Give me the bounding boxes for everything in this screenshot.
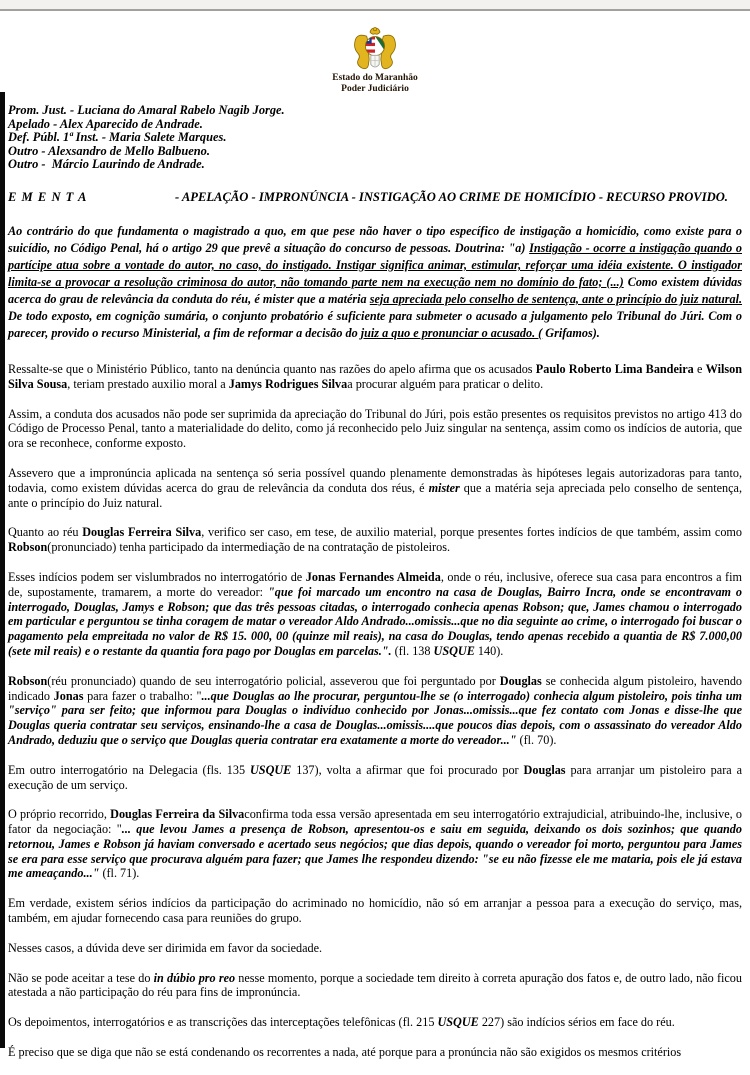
- text-segment: Ao contrário do que fundamenta o magistrado a quo, em que pese não haver o tipo específico de instigação a homicídio, como existe para o suicídio, no Código Penal, há o artigo 29 que prevê a situação do concurso de pessoas. Doutrina: "a): [8, 223, 742, 255]
- party-line: Outro - Alexsandro de Mello Balbueno.: [8, 143, 210, 158]
- ementa-paragraph: [8, 223, 742, 342]
- text-segment: e: [693, 361, 706, 376]
- text-segment: ... que levou James a presença de Robson, apresentou-os e saiu em seguida, deixando os dois sozinhos; que quando retornou, James e Robson já haviam conversado e acertado seus negócios; que dias depois, quando o vereador foi morto, perguntou para James se era para esse serviço que procurava alguém para fazer; que James lhe respondeu dizendo: "se eu não fizesse ele me mataria, pois ele já estava me ameaçando...": [8, 822, 742, 881]
- paragraph: [8, 763, 742, 793]
- text-segment: Os depoimentos, interrogatórios e as transcrições das interceptações telefônicas (fl. 215: [8, 1015, 438, 1030]
- text-segment: in dúbio pro reo: [153, 970, 236, 985]
- party-line: Apelado - Alex Aparecido de Andrade.: [8, 116, 203, 131]
- party-line: Prom. Just. - Luciana do Amaral Rabelo Nagib Jorge.: [8, 103, 285, 117]
- maranhao-coat-of-arms-icon: [350, 26, 400, 73]
- text-segment: Douglas Ferreira da Silva: [110, 807, 245, 822]
- paragraph: [8, 407, 742, 451]
- org-name-line2: Poder Judiciário: [341, 84, 409, 94]
- text-segment: Douglas: [523, 762, 566, 777]
- org-name-line1: Estado do Maranhão: [332, 73, 418, 83]
- court-document-page: [8, 12, 742, 1075]
- text-segment: USQUE: [437, 1015, 479, 1030]
- text-segment: Nesses casos, a dúvida deve ser dirimida em favor da sociedade.: [8, 940, 323, 955]
- paragraph: [8, 466, 742, 510]
- text-segment: se conhecida algum pistoleiro, havendo indicado: [8, 673, 743, 703]
- text-segment: USQUE: [250, 762, 292, 777]
- text-segment: Jonas Fernandes Almeida: [305, 569, 441, 584]
- text-segment: que a matéria seja apreciada pelo conselho de sentença, ante o princípio do Juiz natural.: [8, 480, 743, 510]
- page-left-edge: [0, 92, 5, 1048]
- text-segment: confirma toda essa versão apresentada em seu interrogatório extrajudicial, atribuindo-lhe, inclusive, o fator da negociação: ": [8, 807, 743, 837]
- text-segment: Ressalte-se que o Ministério Público, tanto na denúncia quanto nas razões do apelo afirma que os acusados: [8, 361, 536, 376]
- window-top-bar: [0, 0, 750, 11]
- text-segment: Grifamos).: [542, 325, 600, 340]
- text-segment: (pronunciado) tenha participado da intermediação de na contratação de pistoleiros.: [47, 540, 450, 555]
- text-segment: mister: [428, 480, 460, 495]
- text-segment: É preciso que se diga que não se está condenando os recorrentes a nada, até porque para a pronúncia não são exigidos os mesmos critérios: [8, 1045, 682, 1060]
- paragraph: [8, 570, 742, 659]
- text-segment: , onde o réu, inclusive, oferece sua casa para encontros a fim de, supostamente, tramarem, a morte do vereador:: [8, 569, 742, 599]
- text-segment: De todo exposto, em cognição sumária, o conjunto probatório é suficiente para submeter o acusado a julgamento pelo Tribunal do Júri. Com o parecer, provido o recurso Ministerial, a fim de reformar a decisão do: [8, 308, 742, 340]
- document-body: [8, 362, 742, 1060]
- coat-of-arms: [8, 26, 742, 95]
- text-segment: Não se pode aceitar a tese do: [8, 970, 154, 985]
- text-segment: seja apreciada pelo conselho de sentença, ante o princípio do juiz natural.: [369, 291, 743, 306]
- text-segment: Wilson Silva Sousa: [8, 361, 743, 391]
- ementa-heading: [8, 190, 742, 204]
- paragraph: [8, 941, 742, 956]
- text-segment: Robson: [8, 673, 48, 688]
- paragraph: [8, 525, 742, 555]
- text-segment: Em outro interrogatório na Delegacia (fls. 135: [8, 762, 250, 777]
- text-segment: a procurar alguém para praticar o delito.: [347, 376, 544, 391]
- text-segment: Em verdade, existem sérios indícios da participação do acriminado no homicídio, não só em arranjar a pessoa para a execução do serviço, mas, também, em ajudar fornecendo casa para reuniões do grupo.: [8, 896, 742, 926]
- text-segment: 137), volta a afirmar que foi procurado por: [291, 762, 524, 777]
- text-segment: (fl. 138: [391, 643, 434, 658]
- text-segment: Jonas: [53, 688, 84, 703]
- paragraph: [8, 807, 742, 881]
- text-segment: (réu pronunciado) quando de seu interrogatório policial, asseverou que foi perguntado por: [47, 673, 500, 688]
- text-segment: Paulo Roberto Lima Bandeira: [535, 361, 694, 376]
- text-segment: Douglas Ferreira Silva: [82, 525, 202, 540]
- text-segment: "que foi marcado um encontro na casa de Douglas, Bairro Incra, onde se encontravam o interrogado, Douglas, Jamys e Robson; que das três pessoas citadas, o interrogado conhecia apenas Robson; que, James chamou o interrogado em particular e perguntou se tinha coragem de matar o vereador Aldo Andrado...omissis...que no dia seguinte ao crime, o interrogado foi buscar o pagamento pela empreitada no valor de R$ 15. 000, 00 (quinze mil reais), na casa do Douglas, tendo apenas recebido a quantia de R$ 7.000,00 (sete mil reais) e o restante da quantia fora pago por Douglas em parcelas.".: [8, 584, 743, 658]
- text-segment: ...que Douglas ao lhe procurar, perguntou-lhe se (o interrogado) conhecia algum pistoleiro, pois tinha um "serviço" para ser feito; que informou para Douglas o indivíduo conhecido por Jonas...omissis...que fez contato com Jonas e disse-lhe que Douglas queria contratar seu serviços, ensinando-lhe a casa de Douglas...omissis....que poucos dias depois, com o assassinato do vereador Aldo Andrado, deduziu que o serviço que Douglas queria contratar era exatamente a morte do vereador...": [8, 688, 743, 747]
- text-segment: USQUE: [433, 643, 475, 658]
- text-segment: Como existem dúvidas acerca do grau de relevância da conduta do réu, é mister que a matéria: [8, 274, 742, 306]
- text-segment: nesse momento, porque a sociedade tem direito à correta apuração dos fatos e, de outro lado, não ficou atestada a não participação do réu para fins de impronúncia.: [8, 970, 742, 1000]
- paragraph: [8, 1045, 742, 1060]
- text-segment: Esses indícios podem ser vislumbrados no interrogatório de: [8, 569, 306, 584]
- ementa-title: - APELAÇÃO - IMPRONÚNCIA - INSTIGAÇÃO AO CRIME DE HOMICÍDIO - RECURSO PROVIDO.: [175, 189, 728, 204]
- text-segment: 227) são indícios sérios em face do réu.: [478, 1015, 675, 1030]
- party-line: Def. Públ. 1ª Inst. - Maria Salete Marques.: [8, 130, 227, 145]
- paragraph: [8, 1015, 742, 1030]
- paragraph: [8, 362, 742, 392]
- text-segment: para arranjar um pistoleiro para a execução de um serviço.: [8, 762, 743, 792]
- text-segment: Quanto ao réu: [8, 525, 83, 540]
- text-segment: Robson: [8, 540, 48, 555]
- party-line: Outro - Márcio Laurindo de Andrade.: [8, 157, 205, 172]
- text-segment: (fl. 70).: [516, 732, 557, 747]
- paragraph: [8, 674, 742, 748]
- text-segment: (fl. 71).: [99, 866, 140, 881]
- party-list: [8, 104, 742, 172]
- text-segment: juiz a quo e pronunciar o acusado. (: [360, 325, 543, 340]
- text-segment: O próprio recorrido,: [8, 807, 111, 822]
- paragraph: [8, 971, 742, 1001]
- text-segment: para fazer o trabalho: ": [83, 688, 202, 703]
- text-segment: Assevero que a impronúncia aplicada na sentença só seria possível quando plenamente demonstradas às hipóteses legais autorizadoras para tanto, todavia, como existem dúvidas acerca do grau de relevância da conduta dos réus, é: [8, 465, 742, 495]
- text-segment: Instigação - ocorre a instigação quando o partícipe atua sobre a vontade do autor, no caso, do instigado. Instigar significa animar, estimular, reforçar uma idéia existente. O instigador limita-se a provocar a resolução criminosa do autor, não tomando parte nem na execução nem no domínio do fato; (...): [8, 240, 742, 289]
- text-segment: , verifico ser caso, em tese, de auxilio material, porque presentes fortes indícios de que também, assim como: [201, 525, 742, 540]
- text-segment: , teriam prestado auxilio moral a: [67, 376, 229, 391]
- text-segment: Jamys Rodrigues Silva: [228, 376, 348, 391]
- text-segment: Douglas: [499, 673, 542, 688]
- paragraph: [8, 896, 742, 926]
- text-segment: 140).: [474, 643, 504, 658]
- ementa-label: E M E N T A: [8, 189, 88, 204]
- text-segment: Assim, a conduta dos acusados não pode ser suprimida da apreciação do Tribunal do Júri, pois estão presentes os requisitos previstos no artigo 413 do Código de Processo Penal, tanto a materialidade do delito, como já reconhecido pelo Juiz singular na sentença, assim como os indícios de autoria, que ora se reconhece, conforme exposto.: [8, 406, 742, 451]
